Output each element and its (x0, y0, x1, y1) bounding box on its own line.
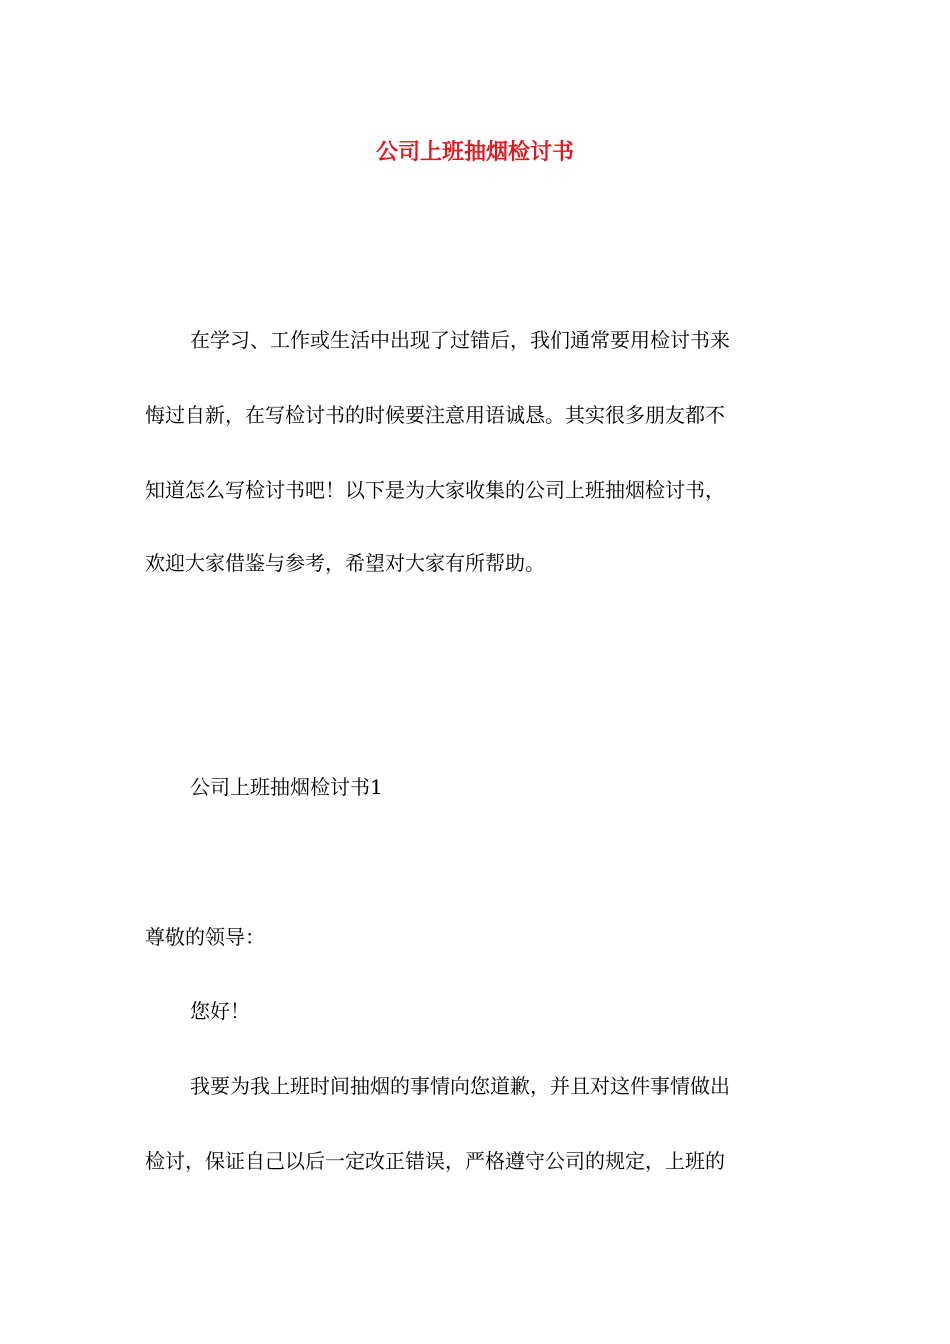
intro-line-1: 在学习、工作或生活中出现了过错后，我们通常要用检讨书来 (190, 328, 730, 352)
greeting: 您好！ (190, 999, 250, 1023)
intro-line-3: 知道怎么写检讨书吧！以下是为大家收集的公司上班抽烟检讨书， (145, 478, 725, 502)
section-heading: 公司上班抽烟检讨书1 (190, 775, 383, 799)
body-line-1: 我要为我上班时间抽烟的事情向您道歉，并且对这件事情做出 (190, 1074, 730, 1098)
body-line-2: 检讨，保证自己以后一定改正错误，严格遵守公司的规定，上班的 (145, 1149, 725, 1173)
intro-line-2: 悔过自新，在写检讨书的时候要注意用语诚恳。其实很多朋友都不 (145, 403, 725, 427)
salutation: 尊敬的领导： (145, 925, 265, 949)
intro-line-4: 欢迎大家借鉴与参考，希望对大家有所帮助。 (145, 551, 545, 575)
document-title: 公司上班抽烟检讨书 (375, 139, 574, 165)
